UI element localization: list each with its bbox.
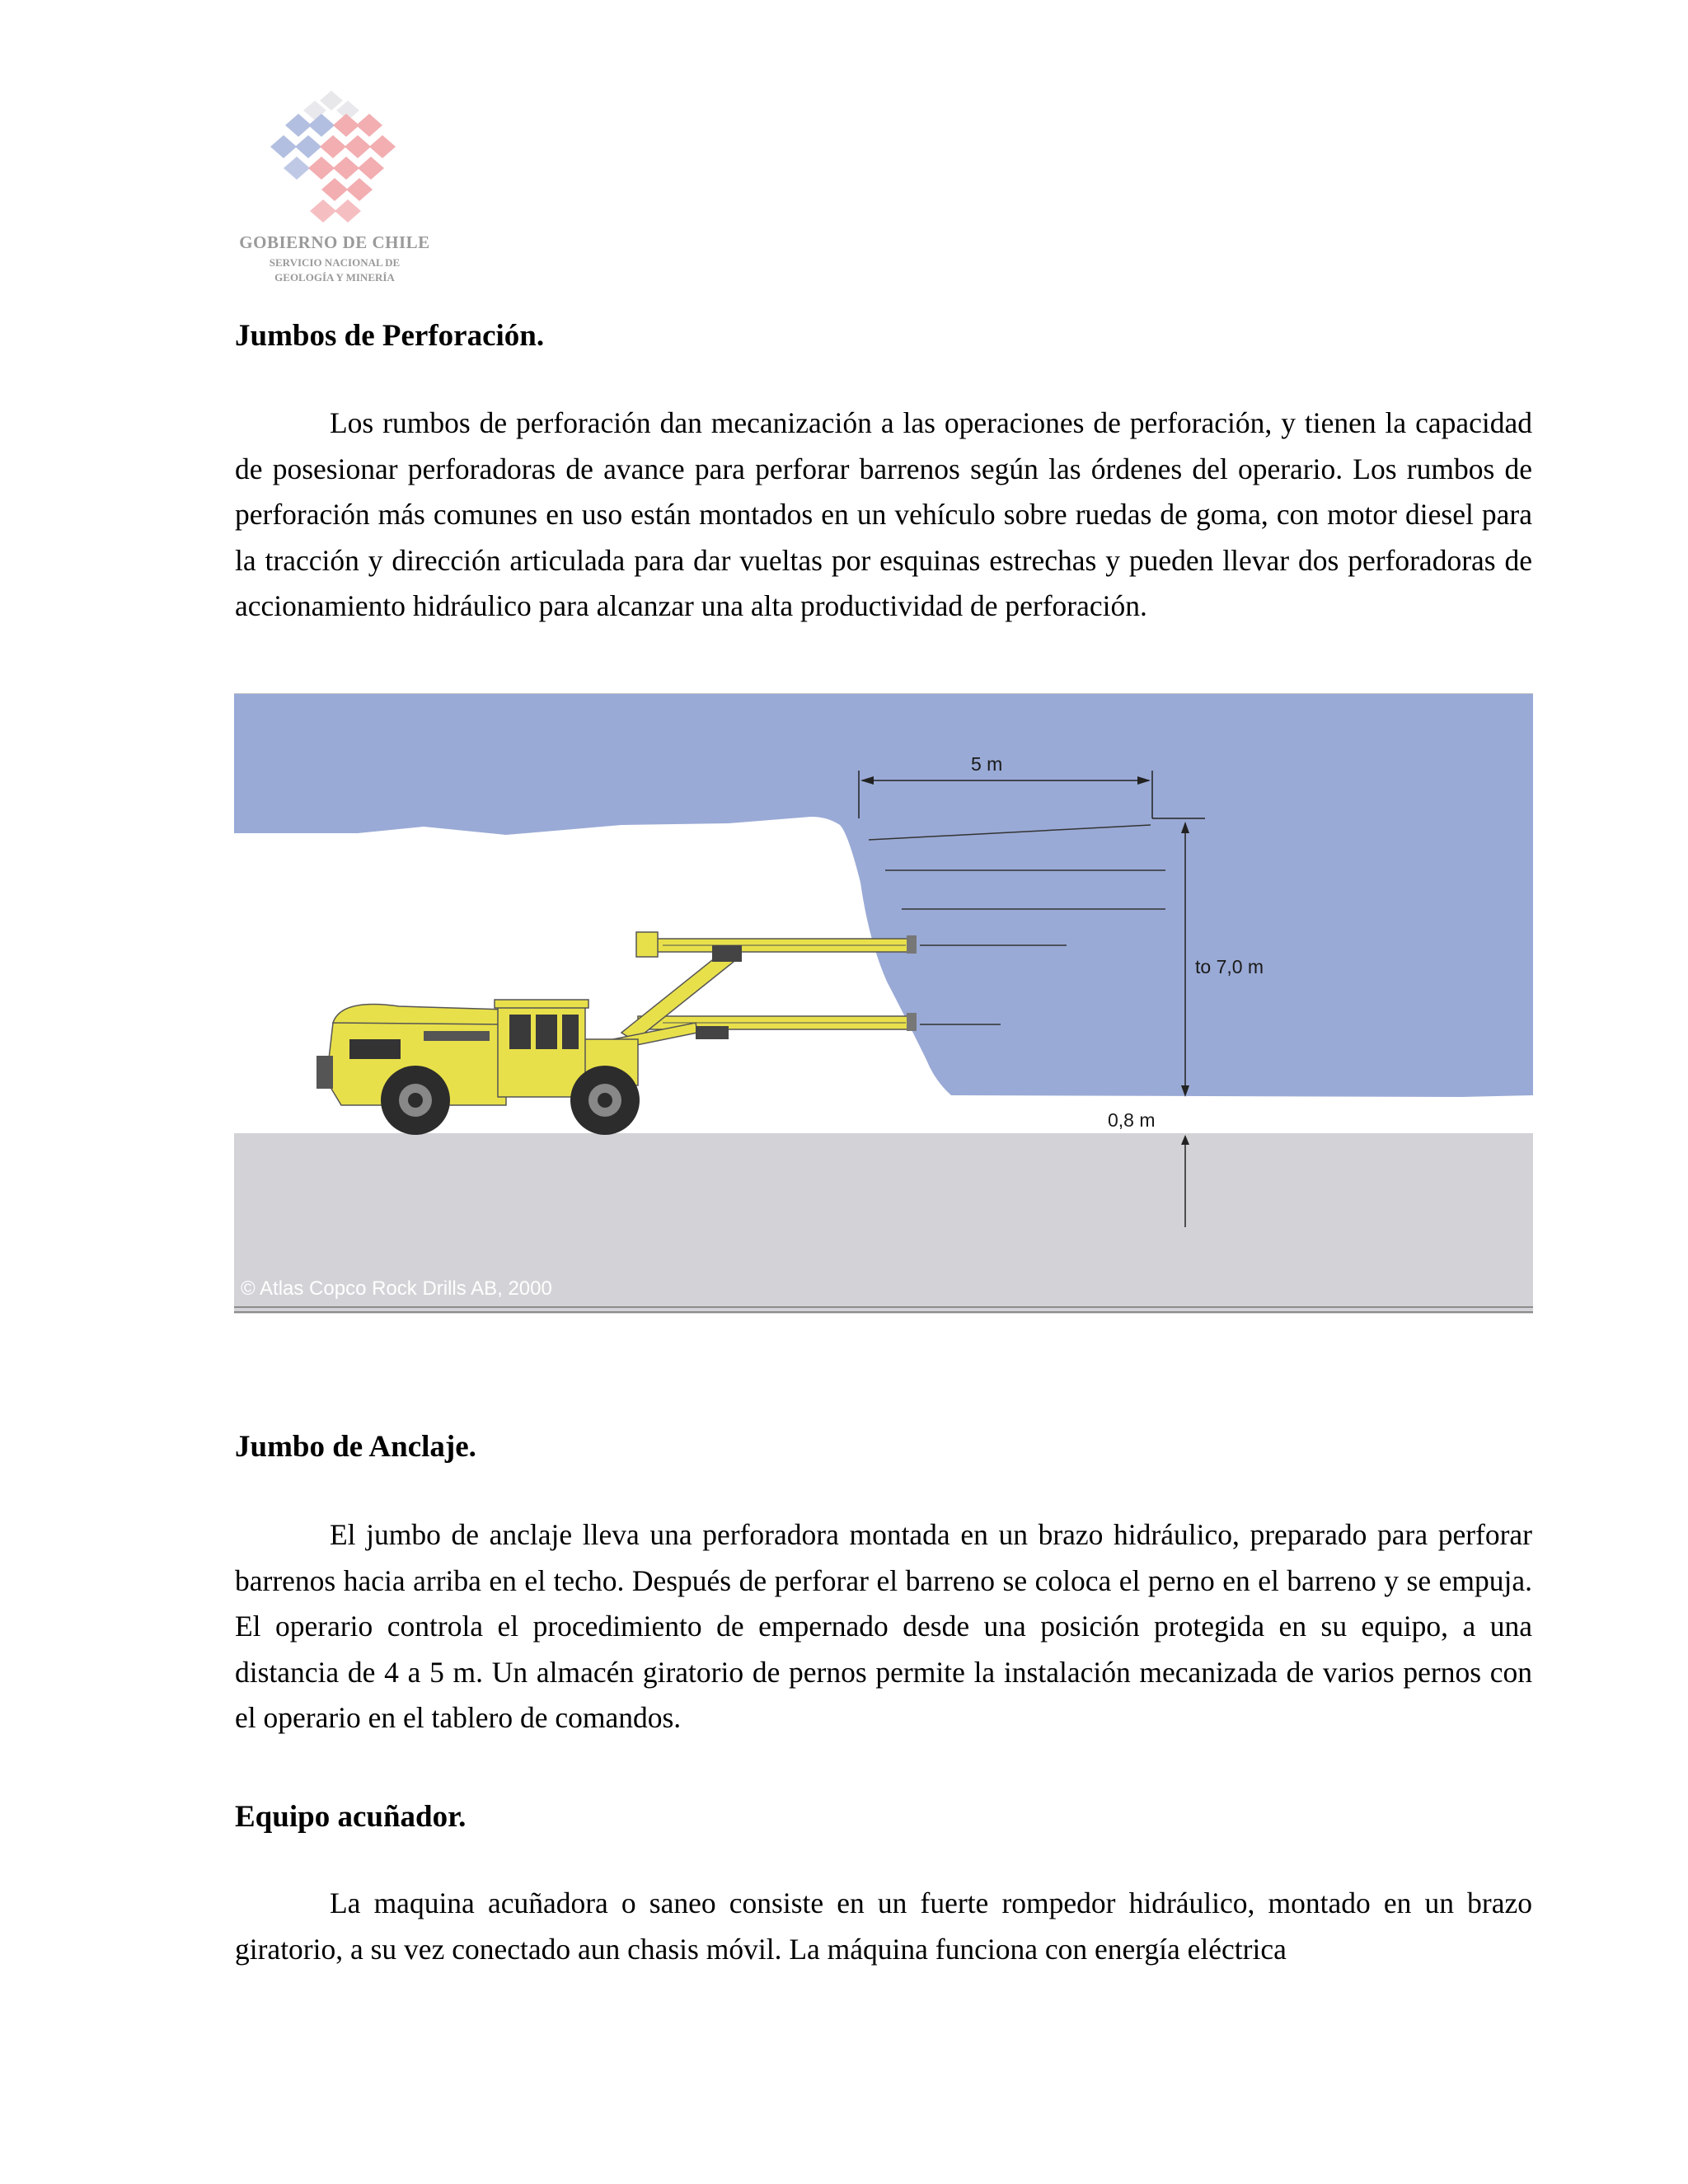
dimension-width-label: 5 m [971, 753, 1003, 775]
figure-credit: © Atlas Copco Rock Drills AB, 2000 [241, 1277, 552, 1300]
logo-line-3: GEOLOGÍA Y MINERÍA [274, 271, 395, 284]
section-title-equipo-acunador: Equipo acuñador. [235, 1800, 467, 1834]
section-body-equipo-acunador: La maquina acuñadora o saneo consiste en un fuerte rompedor hidráulico, montado en un brazo giratorio, a su vez conectado aun chasis móvil. La máquina funciona con energía eléctrica [235, 1886, 1532, 1966]
logo-line-1: GOBIERNO DE CHILE [239, 232, 430, 252]
institution-logo [236, 89, 434, 284]
dimension-floor-label: 0,8 m [1108, 1109, 1156, 1131]
dimension-height-label: to 7,0 m [1195, 956, 1264, 977]
logo-line-2: SERVICIO NACIONAL DE [269, 256, 401, 269]
logo-diamond-icon [260, 89, 409, 229]
drilling-jumbo-vehicle [316, 932, 917, 1135]
section-body-jumbos-perforacion: Los rumbos de perforación dan mecanización a las operaciones de perforación, y tienen la capacidad de posesionar perforadoras de avance para perforar barrenos según las órdenes del operario. Los rumbos de perforación más comunes en uso están montados en un vehículo sobre ruedas de goma, con motor diesel para la tracción y dirección articulada para dar vueltas por esquinas estrechas y pueden llevar dos perforadoras de accionamiento hidráulico para alcanzar una alta productividad de perforación. [235, 406, 1532, 622]
section-body-jumbo-anclaje: El jumbo de anclaje lleva una perforadora montada en un brazo hidráulico, preparado para perforar barrenos hacia arriba en el techo. Después de perforar el barreno se coloca el perno en el barreno y se empuja. El operario controla el procedimiento de empernado desde una posición protegida en su equipo, a una distancia de 4 a 5 m. Un almacén giratorio de pernos permite la instalación mecanizada de varios pernos con el operario en el tablero de comandos. [235, 1518, 1532, 1734]
section-title-jumbos-perforacion: Jumbos de Perforación. [235, 319, 545, 353]
jumbo-diagram [234, 693, 1533, 1314]
section-title-jumbo-anclaje: Jumbo de Anclaje. [235, 1430, 476, 1464]
